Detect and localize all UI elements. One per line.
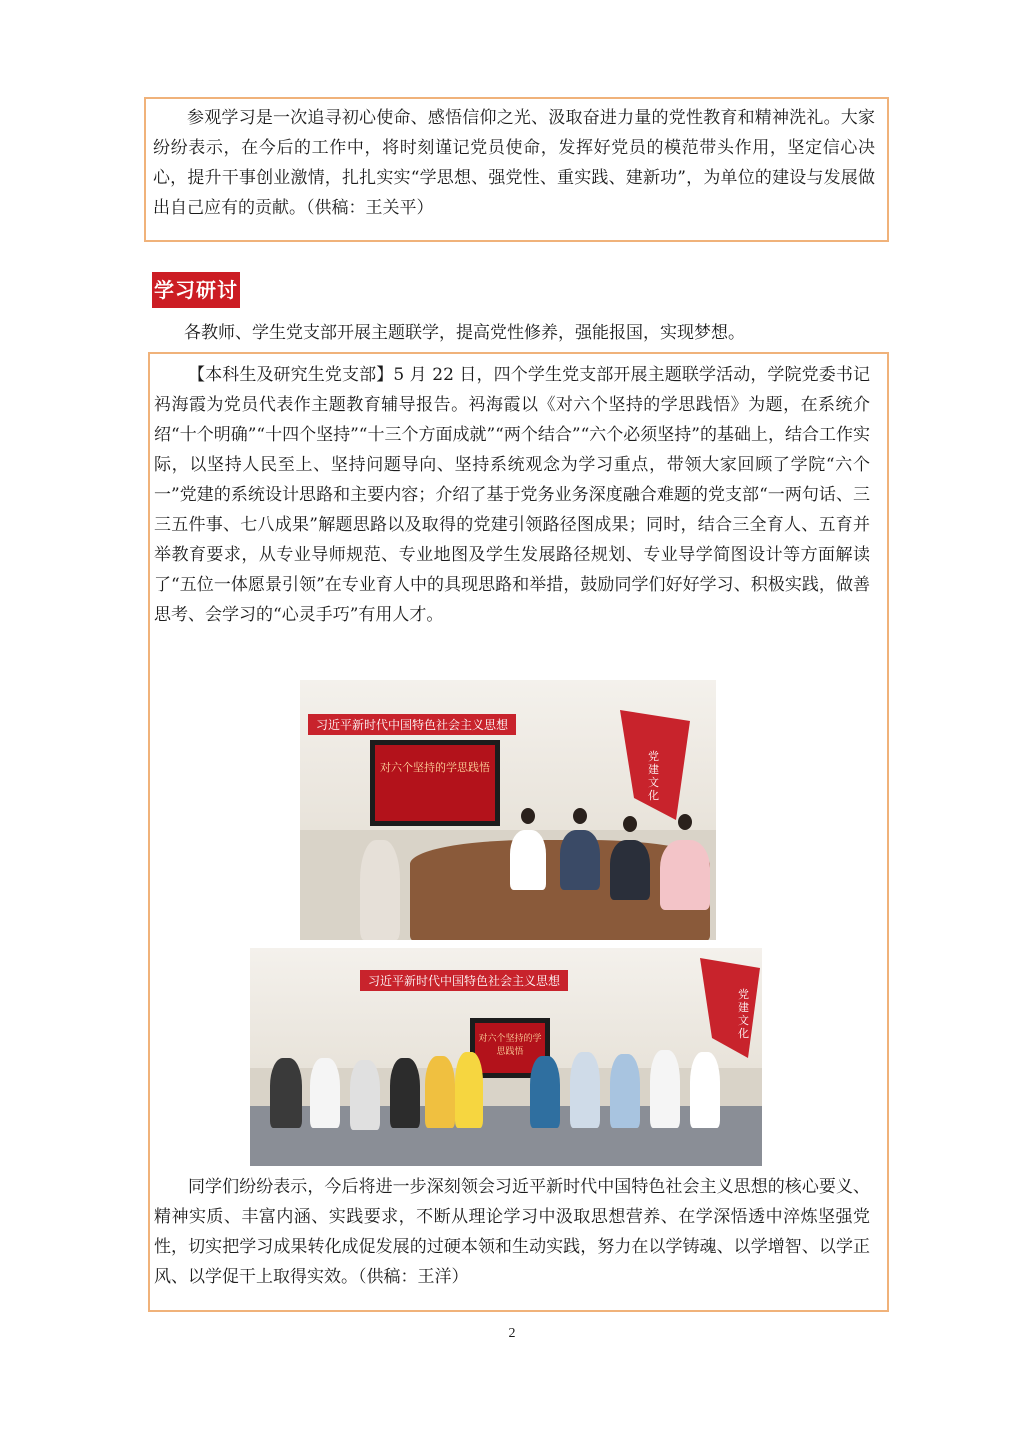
group-photo <box>250 948 762 1166</box>
quote-box-1 <box>144 97 889 242</box>
photo2-side-text: 党建文化 <box>738 988 749 1040</box>
section-intro: 各教师、学生党支部开展主题联学，提高党性修养，强能报国，实现梦想。 <box>184 323 745 343</box>
photo1-side-text: 党建文化 <box>648 750 659 802</box>
section-heading: 学习研讨 <box>152 272 240 308</box>
quote-box-2 <box>148 352 889 1312</box>
photo2-wall-banner: 习近平新时代中国特色社会主义思想 <box>360 970 568 991</box>
box2-paragraph-1: 【本科生及研究生党支部】5 月 22 日，四个学生党支部开展主题联学活动，学院党委书记祃海霞为党员代表作主题教育辅导报告。祃海霞以《对六个坚持的学思践悟》为题，在系统介绍“十个明确”“十四个坚持”“十三个方面成就”“两个结合”“六个必须坚持”的基础上，结合工作实际，以坚持人民至上、坚持问题导向、坚持系统观念为学习重点，带领大家回顾了学院“六个一”党建的系统设计思路和主要内容；介绍了基于党务业务深度融合难题的党支部“一两句话、三三五件事、七八成果”解题思路以及取得的党建引领路径图成果；同时，结合三全育人、五育并举教育要求，从专业导师规范、专业地图及学生发展路径规划、专业导学简图设计等方面解读了“五位一体愿景引领”在专业育人中的具现思路和举措，鼓励同学们好好学习、积极实践，做善思考、会学习的“心灵手巧”有用人才。 <box>154 365 870 625</box>
photo1-wall-banner: 习近平新时代中国特色社会主义思想 <box>308 714 516 735</box>
photo2-screen-title: 对六个坚持的学思践悟 <box>478 1034 542 1057</box>
photo1-screen-title: 对六个坚持的学思践悟 <box>380 761 490 774</box>
box1-paragraph: 参观学习是一次追寻初心使命、感悟信仰之光、汲取奋进力量的党性教育和精神洗礼。大家纷纷表示，在今后的工作中，将时刻谨记党员使命，发挥好党员的模范带头作用，坚定信心决心，提升干事创业激情，扎扎实实“学思想、强党性、重实践、建新功”，为单位的建设与发展做出自己应有的贡献。（供稿：王关平） <box>153 108 875 218</box>
meeting-photo <box>300 680 716 940</box>
box2-paragraph-2: 同学们纷纷表示，今后将进一步深刻领会习近平新时代中国特色社会主义思想的核心要义、精神实质、丰富内涵、实践要求，不断从理论学习中汲取思想营养、在学深悟透中淬炼坚强党性，切实把学习成果转化成促发展的过硬本领和生动实践，努力在以学铸魂、以学增智、以学正风、以学促干上取得实效。（供稿：王洋） <box>154 1177 870 1287</box>
photo1-screen <box>370 740 500 826</box>
page-number: 2 <box>508 1326 516 1341</box>
